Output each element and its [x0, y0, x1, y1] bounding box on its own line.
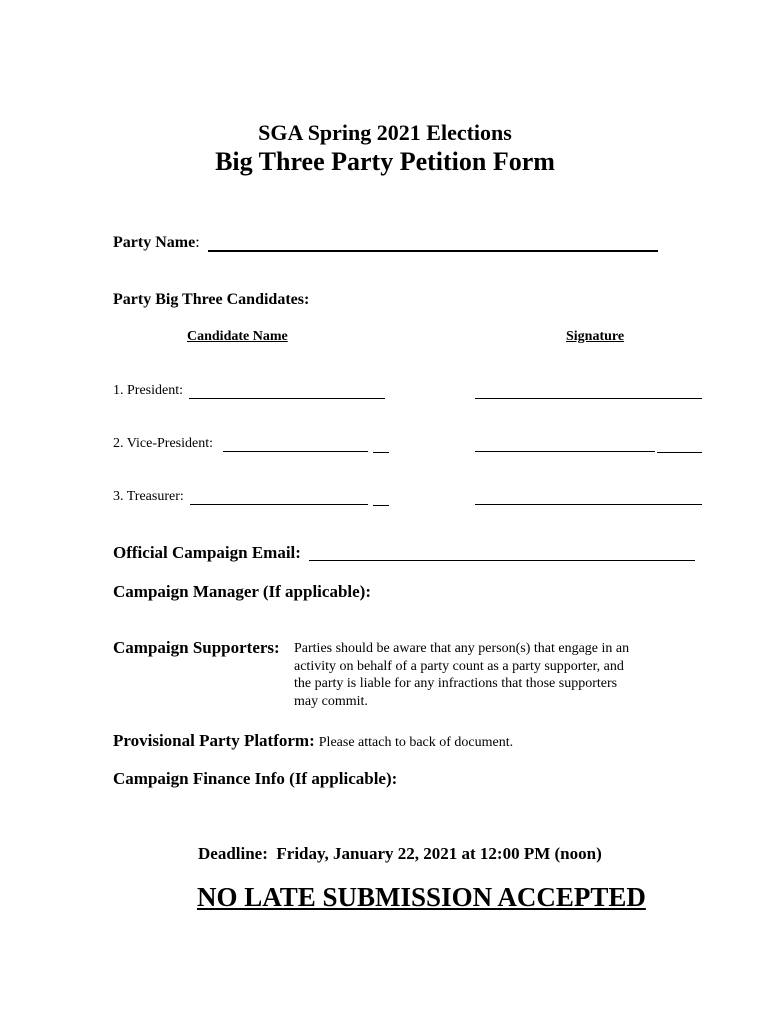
supporters-note-line: activity on behalf of a party count as a party supporter, and	[294, 658, 624, 674]
vice-president-name-field[interactable]	[223, 431, 389, 453]
campaign-email-field[interactable]	[309, 540, 695, 562]
party-name-label-group	[113, 234, 200, 252]
party-name-label: Party Name	[113, 234, 196, 251]
president-signature-field[interactable]	[475, 378, 702, 400]
form-subtitle: SGA Spring 2021 Elections	[258, 120, 512, 145]
party-platform-label: Provisional Party Platform:	[113, 731, 315, 750]
candidates-section-label: Party Big Three Candidates:	[113, 291, 310, 308]
campaign-finance-label: Campaign Finance Info (If applicable):	[113, 769, 398, 788]
treasurer-label: 3. Treasurer:	[113, 489, 184, 504]
campaign-supporters-note	[294, 640, 629, 710]
supporters-note-line: may commit.	[294, 693, 368, 709]
president-name-field[interactable]	[189, 378, 385, 400]
supporters-note-line: Parties should be aware that any person(s) that engage in an	[294, 641, 630, 656]
no-late-submission-notice: NO LATE SUBMISSION ACCEPTED	[197, 882, 646, 912]
president-label: 1. President:	[113, 383, 183, 398]
supporters-note-line: the party is liable for any infractions that those supporters	[294, 676, 618, 691]
vice-president-signature-field[interactable]	[475, 431, 702, 453]
treasurer-signature-field[interactable]	[475, 484, 702, 506]
party-name-field[interactable]	[208, 230, 658, 252]
candidate-name-column-header: Candidate Name	[187, 329, 288, 344]
treasurer-name-field[interactable]	[190, 484, 389, 506]
deadline-text: Deadline: Friday, January 22, 2021 at 12:00 PM (noon)	[198, 844, 602, 863]
party-platform-note: Please attach to back of document.	[318, 735, 514, 750]
form-title: Big Three Party Petition Form	[215, 147, 555, 176]
signature-column-header: Signature	[566, 329, 625, 344]
vice-president-label: 2. Vice-President:	[113, 436, 213, 451]
campaign-supporters-label: Campaign Supporters:	[113, 638, 280, 657]
campaign-manager-label: Campaign Manager (If applicable):	[113, 582, 371, 601]
party-name-colon: :	[195, 234, 200, 251]
campaign-email-label: Official Campaign Email:	[113, 543, 301, 562]
party-platform-row	[113, 731, 513, 751]
